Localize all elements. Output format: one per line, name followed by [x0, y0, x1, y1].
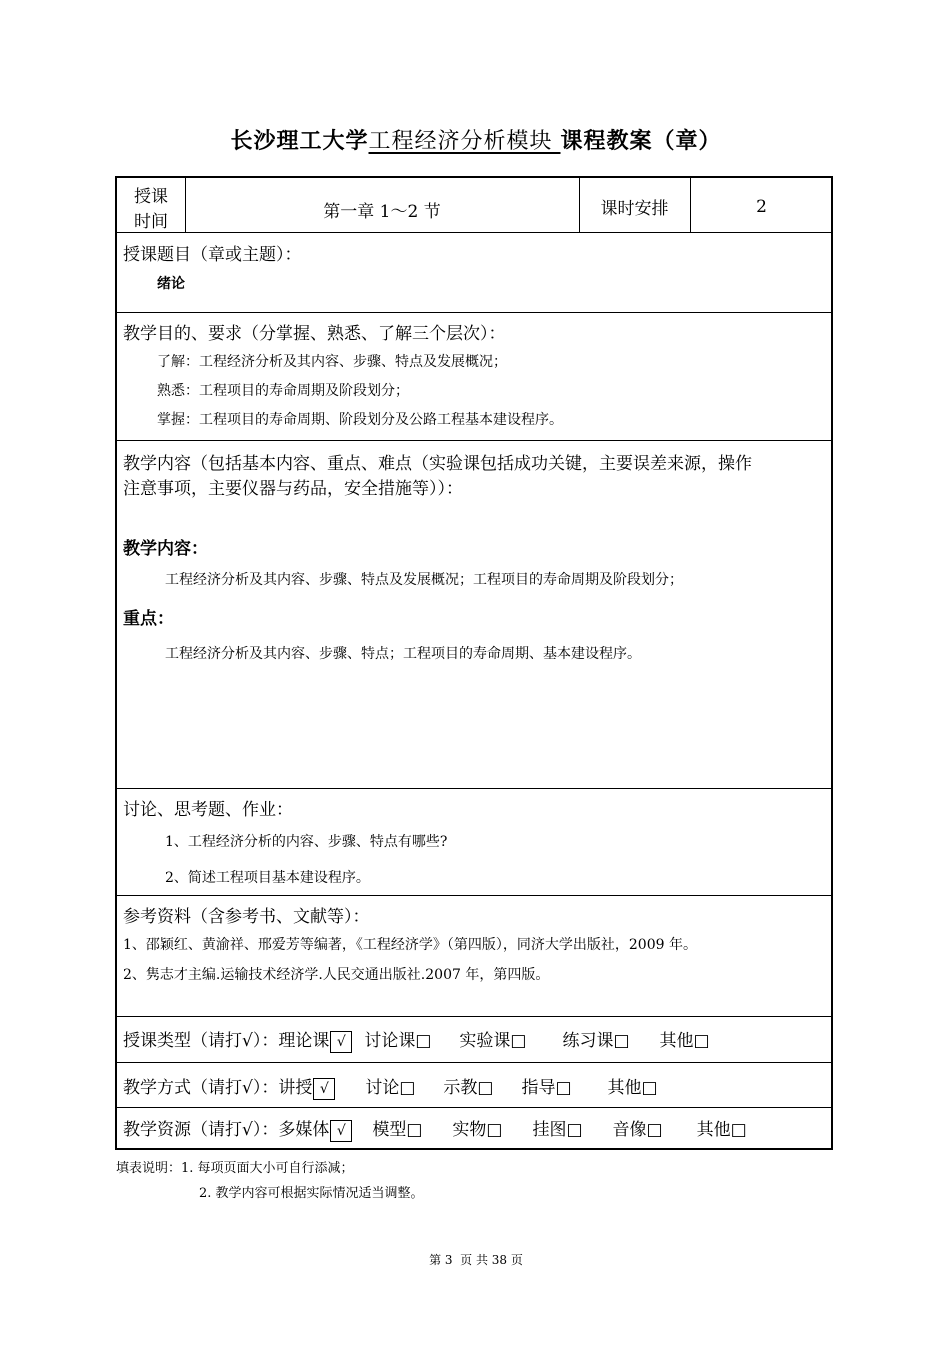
content-main-text: 工程经济分析及其内容、步骤、特点及发展概况；工程项目的寿命周期及阶段划分；: [165, 572, 683, 588]
divider: [117, 312, 831, 313]
discussion-label: 讨论、思考题、作业：: [123, 800, 293, 820]
teaching-resources-option[interactable]: 实物□: [452, 1120, 503, 1140]
lesson-type-option[interactable]: 练习课□: [562, 1031, 630, 1051]
time-label-line1: 授课: [134, 187, 168, 207]
lesson-type-row: [123, 1026, 710, 1053]
lesson-type-option[interactable]: 其他□: [659, 1031, 710, 1051]
teaching-method-checked-label: 讲授: [278, 1078, 313, 1098]
footnote-label: 填表说明：: [116, 1161, 182, 1176]
title-suffix: 课程教案（章）: [560, 128, 722, 154]
divider: [117, 1062, 831, 1063]
page-number: 第 3 页 共 38 页: [429, 1253, 523, 1267]
divider: [117, 1107, 831, 1108]
teaching-method-label: 教学方式（请打√）：: [123, 1078, 279, 1098]
lesson-type-label: 授课类型（请打√）：: [123, 1031, 279, 1051]
teaching-method-option[interactable]: 其他□: [607, 1078, 658, 1098]
teaching-resources-option[interactable]: 挂图□: [532, 1120, 583, 1140]
teaching-method-option[interactable]: 示教□: [443, 1078, 494, 1098]
objective-item: 掌握：工程项目的寿命周期、阶段划分及公路工程基本建设程序。: [157, 412, 563, 428]
teaching-resources-checkbox[interactable]: √: [330, 1120, 352, 1142]
page-title: [0, 124, 952, 155]
reference-item: 1、邵颖红、黄渝祥、邢爱芳等编著，《工程经济学》（第四版），同济大学出版社，2009 年。: [123, 937, 697, 953]
objective-item: 了解：工程经济分析及其内容、步骤、特点及发展概况；: [157, 354, 507, 370]
divider: [117, 1016, 831, 1017]
teaching-method-row: [123, 1073, 658, 1100]
lesson-type-option[interactable]: 讨论课□: [364, 1031, 432, 1051]
discussion-item: 1、工程经济分析的内容、步骤、特点有哪些?: [165, 834, 448, 850]
teaching-resources-option[interactable]: 音像□: [612, 1120, 663, 1140]
time-label-line2: 时间: [134, 212, 168, 232]
lesson-type-option[interactable]: 实验课□: [459, 1031, 527, 1051]
teaching-resources-label: 教学资源（请打√）：: [123, 1120, 279, 1140]
divider: [117, 232, 831, 233]
references-label: 参考资料（含参考书、文献等）：: [123, 907, 370, 927]
footnote-item: 1. 每项页面大小可自行添减；: [181, 1161, 354, 1176]
teaching-resources-option[interactable]: 其他□: [696, 1120, 747, 1140]
lesson-plan-table: [115, 176, 833, 1150]
lesson-type-checked-label: 理论课: [278, 1031, 330, 1051]
divider: [117, 895, 831, 896]
content-key-heading: 重点：: [123, 609, 174, 629]
content-label-line1: 教学内容（包括基本内容、重点、难点（实验课包括成功关键，主要误差来源，操作: [123, 454, 752, 474]
teaching-method-option[interactable]: 指导□: [521, 1078, 572, 1098]
divider: [117, 440, 831, 441]
discussion-item: 2、简述工程项目基本建设程序。: [165, 870, 370, 886]
topic-value: 绪论: [157, 276, 185, 292]
teaching-method-checkbox[interactable]: √: [313, 1078, 335, 1100]
content-main-heading: 教学内容：: [123, 539, 208, 559]
lesson-type-checkbox[interactable]: √: [330, 1031, 352, 1053]
reference-item: 2、隽志才主编.运输技术经济学.人民交通出版社.2007 年，第四版。: [123, 967, 550, 983]
teaching-method-option[interactable]: 讨论□: [365, 1078, 416, 1098]
objectives-label: 教学目的、要求（分掌握、熟悉、了解三个层次）：: [123, 324, 506, 344]
hours-value: 2: [756, 197, 767, 217]
footnote-line1: [116, 1157, 354, 1176]
divider: [117, 788, 831, 789]
footnote-item: 2. 教学内容可根据实际情况适当调整。: [199, 1186, 424, 1201]
topic-label: 授课题目（章或主题）：: [123, 245, 302, 265]
teaching-resources-row: [123, 1115, 747, 1142]
content-key-text: 工程经济分析及其内容、步骤、特点；工程项目的寿命周期、基本建设程序。: [165, 646, 641, 662]
title-prefix: 长沙理工大学: [230, 128, 369, 154]
teaching-resources-checked-label: 多媒体: [278, 1120, 330, 1140]
chapter-value: 第一章 1～2 节: [323, 202, 441, 222]
title-course: 工程经济分析模块: [368, 129, 561, 154]
content-label-line2: 注意事项，主要仪器与药品，安全措施等））：: [123, 479, 463, 499]
objective-item: 熟悉：工程项目的寿命周期及阶段划分；: [157, 383, 409, 399]
hours-label: 课时安排: [600, 199, 669, 219]
teaching-resources-option[interactable]: 模型□: [372, 1120, 423, 1140]
